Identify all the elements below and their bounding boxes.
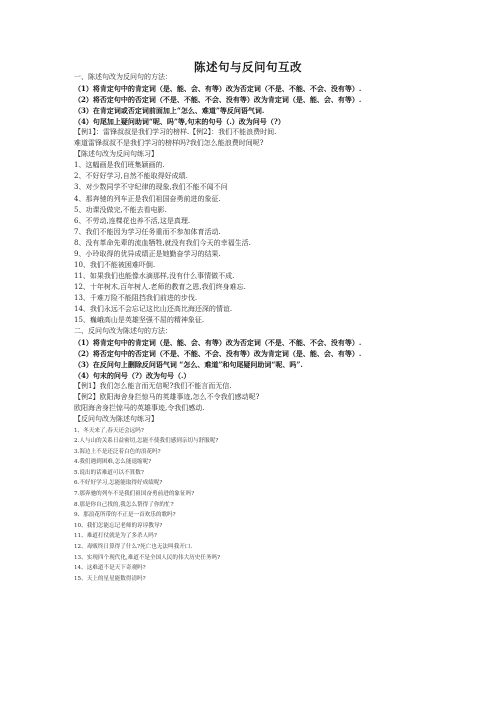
list-item: 15、天上的星星能数得清吗? bbox=[74, 575, 146, 582]
section1-example: 【例1】：雷锋叔叔是我们学习的榜样.【例2】：我们不能浪费时间. bbox=[74, 128, 277, 137]
list-item: 15、巍峨高山是英雄坚强不屈的精神象征. bbox=[74, 316, 205, 325]
list-item: 11、难道打仗就是为了多杀人吗? bbox=[74, 533, 157, 540]
list-item: 7、我们不能因为学习任务重而不参加体育活动. bbox=[74, 227, 221, 236]
section2-example-1: 【例1】我们怎么能言而无信呢?我们不能言而无信. bbox=[74, 382, 232, 391]
list-item: 12、毒贩终日算得了什么?死亡也无法叫我开口. bbox=[74, 544, 193, 551]
section1-answer: 难道雷锋叔叔不是我们学习的榜样吗?我们怎么能浪费时间呢? bbox=[74, 139, 264, 148]
list-item: 14、这难道不是天下奇观吗? bbox=[74, 565, 146, 572]
list-item: 8.那是你自己找的,我怎么帮得了你的忙? bbox=[74, 501, 174, 508]
section2-exercise-list bbox=[74, 426, 426, 585]
section1-rule-4: （4）句尾加上疑问助词“呢、吗”等,句末的句号（.）改为问号（?） bbox=[74, 117, 285, 127]
list-item: 4、那奔驰的列车正是我们祖国奋勇前进的象征. bbox=[74, 194, 221, 203]
section1-rule-3: （3）在肯定词或否定词前面加上“怎么、难道”等反问语气词. bbox=[74, 106, 265, 116]
list-item: 10、我们怎能忘记老师的谆谆教导? bbox=[74, 522, 163, 529]
list-item: 2、不好好学习,自然不能取得好成绩. bbox=[74, 172, 188, 181]
section2-rule-1: （1）将肯定句中的肯定词（是、能、会、有等）改为否定词（不是、不能、不会、没有等）. bbox=[74, 338, 362, 348]
list-item: 3.海边上不是还泛着白色的浪花吗? bbox=[74, 448, 161, 455]
list-item: 13、实现四个现代化,难道不是全国人民的伟大历史任务吗? bbox=[74, 554, 221, 561]
list-item: 2.人与山的关系日益密切,怎能不使我们感到亲切与舒服呢? bbox=[74, 438, 219, 445]
section2-example-2: 【例2】欧阳海舍身拦惊马的英雄事迹,怎么不令我们感动呢? bbox=[74, 393, 260, 402]
list-item: 5、功课没做完,不能去看电影. bbox=[74, 205, 167, 214]
list-item: 11、如果我们也能像水滴那样,没有什么事情做不成. bbox=[74, 271, 235, 280]
list-item: 5.说出的话难道可以不算数? bbox=[74, 469, 144, 476]
list-item: 4.我们遇到困难,怎么能退缩呢? bbox=[74, 459, 152, 466]
section2-rule-4: （4）句末的问号（?）改为句号（.） bbox=[74, 371, 191, 381]
list-item: 1、这幅画是我们班集颖画的. bbox=[74, 161, 165, 170]
list-item: 6.不好好学习,怎能能取得好成绩呢? bbox=[74, 480, 163, 487]
list-item: 7.那奔驰的列车不是我们祖国奋勇前进的象征吗? bbox=[74, 491, 195, 498]
list-item: 6、不劳动,连棵花也养不活,这是真理. bbox=[74, 216, 191, 225]
section1-exercise-title: 【陈述句改为反问句练习】 bbox=[74, 150, 158, 159]
section2-answer-2: 欧阳海舍身拦惊马的英雄事迹,令我们感动. bbox=[74, 404, 205, 413]
list-item: 1、冬天来了,春天还会远吗? bbox=[74, 427, 144, 434]
list-item: 13、千难万险不能阻挡我们前进的步伐. bbox=[74, 293, 198, 302]
section2-rule-2: （2）将否定句中的否定词（不是、不能、不会、没有等）改为肯定词（是、能、会、有等）. bbox=[74, 349, 362, 359]
list-item: 12、十年树木,百年树人.老师的教育之恩,我们终身难忘. bbox=[74, 282, 246, 291]
section1-exercise-list bbox=[74, 160, 426, 326]
list-item: 8、没有革命先辈的流血牺牲,就没有我们今天的幸福生活. bbox=[74, 238, 251, 247]
section2-exercise-title: 【反问句改为陈述句练习】 bbox=[74, 415, 158, 424]
section1-rule-2: （2）将否定句中的否定词（不是、不能、不会、没有等）改为肯定词（是、能、会、有等）. bbox=[74, 95, 362, 105]
document-title: 陈述句与反问句互改 bbox=[194, 60, 302, 74]
section1-heading: 一、陈述句改为反问句的方法： bbox=[74, 73, 172, 81]
section2-heading: 二、反问句改为陈述句的方法： bbox=[74, 327, 172, 336]
list-item: 9、那浪花所带的不正是一首欢乐的歌吗? bbox=[74, 512, 176, 519]
document-body bbox=[74, 72, 426, 584]
list-item: 9、小玲取得的优异成绩正是她勤奋学习的结果. bbox=[74, 249, 221, 258]
list-item: 3、对少数同学不守纪律的现象,我们不能不闻不问 bbox=[74, 183, 228, 192]
list-item: 10、我们不能被困难吓倒. bbox=[74, 260, 156, 269]
section1-rule-1: （1）将肯定句中的肯定词（是、能、会、有等）改为否定词（不是、不能、不会、没有等）. bbox=[74, 84, 362, 94]
list-item: 14、我们永远不会忘记这比山还高比海还深的情谊. bbox=[74, 304, 233, 313]
section2-rule-3: （3）在反问句上删除反问语气词 “怎么、难道”和句尾疑问助词“呢、吗”. bbox=[74, 360, 303, 370]
